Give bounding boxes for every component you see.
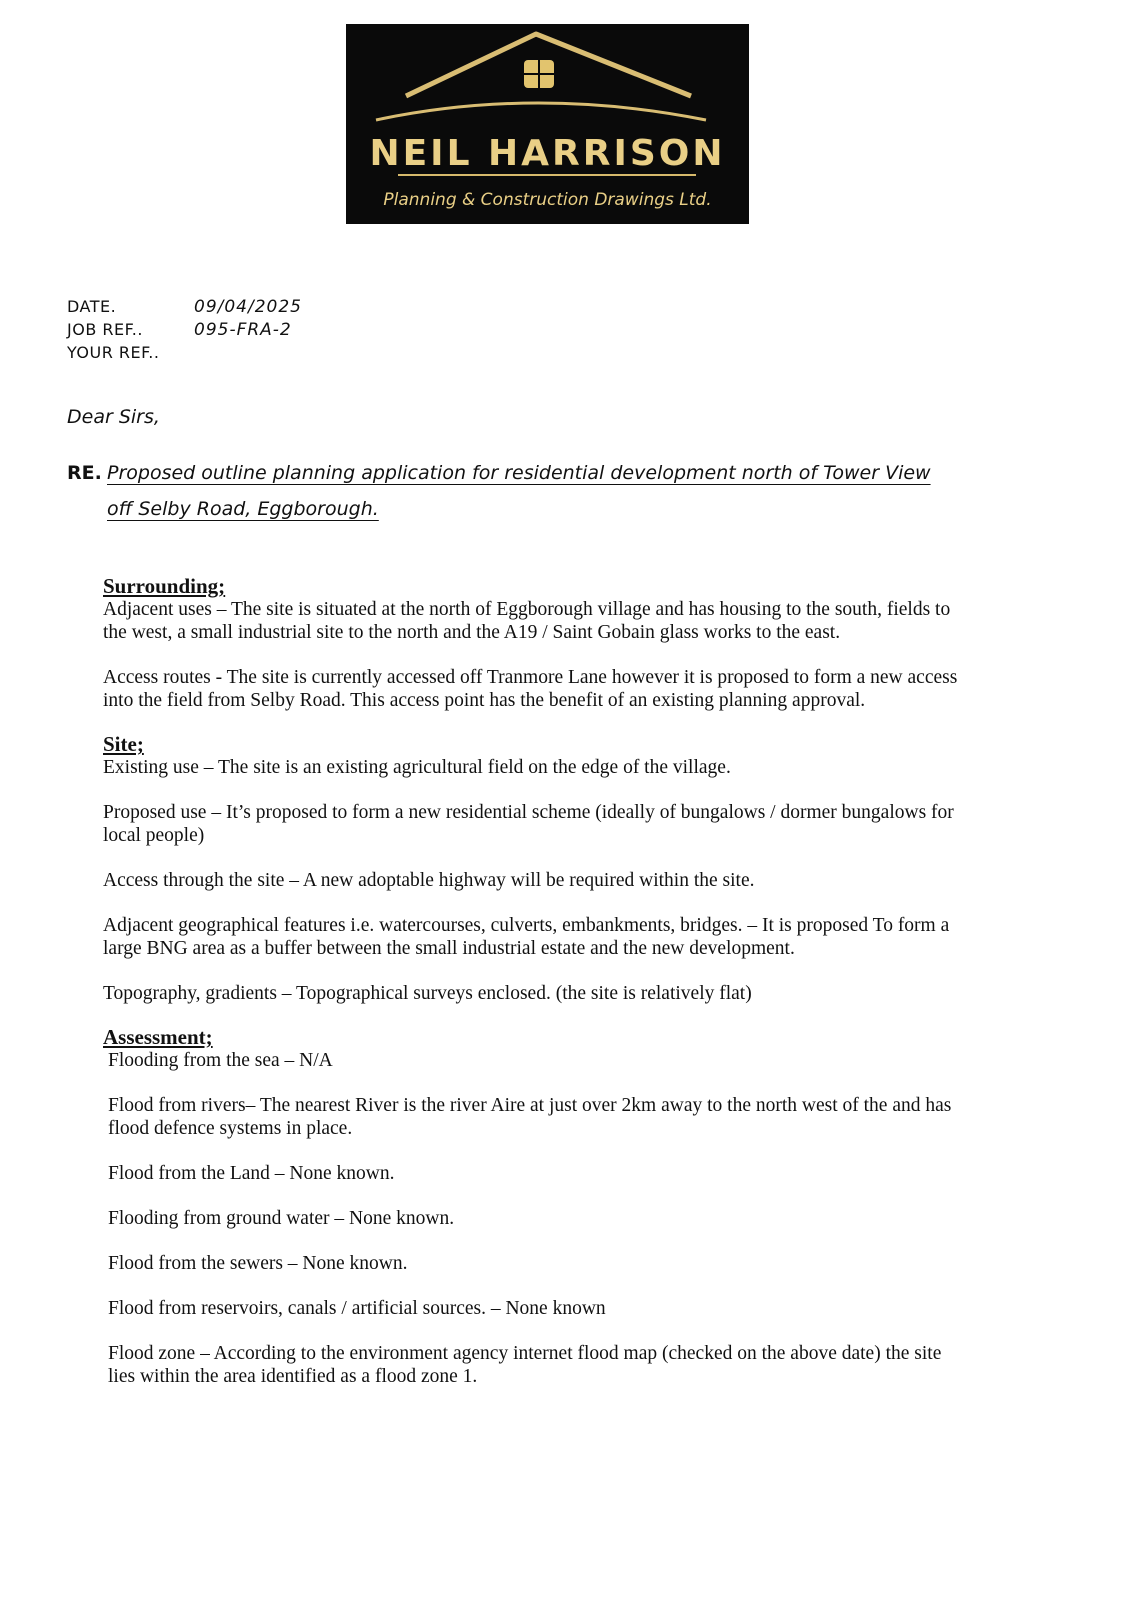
date-label: DATE.: [67, 297, 117, 316]
flood-land-paragraph: Flood from the Land – None known.: [108, 1163, 395, 1184]
site-heading: Site;: [103, 732, 144, 756]
date-row: [67, 295, 302, 318]
adjacent-uses-paragraph: Adjacent uses – The site is situated at the north of Eggborough village and has housing to the south, fields to the west, a small industrial site to the north and the A19 / Saint Gobain glass works to the east.: [103, 599, 951, 643]
existing-use-paragraph: Existing use – The site is an existing agricultural field on the edge of the village.: [103, 757, 731, 778]
your-ref-label: YOUR REF..: [67, 343, 160, 362]
geographical-features-paragraph: Adjacent geographical features i.e. watercourses, culverts, embankments, bridges. – It is proposed To form a large BNG area as a buffer between the small industrial estate and the new development.: [103, 915, 950, 959]
logo-tagline: Planning & Construction Drawings Ltd.: [383, 190, 712, 210]
subject-label: RE.: [67, 462, 102, 484]
topography-paragraph: Topography, gradients – Topographical surveys enclosed. (the site is relatively flat): [103, 983, 752, 1004]
logo-divider: [398, 174, 696, 176]
company-logo: [346, 24, 749, 224]
flood-rivers-paragraph: Flood from rivers– The nearest River is the river Aire at just over 2km away to the north west of the and has flood defence systems in place.: [108, 1095, 952, 1139]
access-through-site-paragraph: Access through the site – A new adoptable highway will be required within the site.: [103, 870, 755, 891]
flooding-ground-water-paragraph: Flooding from ground water – None known.: [108, 1208, 455, 1229]
job-ref-value: 095-FRA-2: [194, 319, 292, 340]
surrounding-heading: Surrounding;: [103, 574, 226, 598]
proposed-use-paragraph: Proposed use – It’s proposed to form a new residential scheme (ideally of bungalows / dormer bungalows for local people): [103, 802, 954, 846]
subject-line-2: off Selby Road, Eggborough.: [107, 498, 379, 520]
logo-company-name: NEIL HARRISON: [369, 133, 726, 174]
your-ref-row: [67, 341, 302, 364]
letter-body: [103, 575, 963, 1410]
date-value: 09/04/2025: [194, 296, 302, 317]
flooding-sea-paragraph: Flooding from the sea – N/A: [108, 1050, 333, 1071]
section-surrounding: [103, 575, 963, 712]
flood-sewers-paragraph: Flood from the sewers – None known.: [108, 1253, 408, 1274]
flood-zone-paragraph: Flood zone – According to the environment agency internet flood map (checked on the above date) the site lies within the area identified as a flood zone 1.: [108, 1343, 942, 1387]
reference-block: [67, 295, 302, 364]
salutation: Dear Sirs,: [67, 406, 160, 428]
flood-reservoirs-paragraph: Flood from reservoirs, canals / artificial sources. – None known: [108, 1298, 606, 1319]
subject-line-1: Proposed outline planning application for residential development north of Tower View: [107, 462, 931, 484]
job-ref-row: [67, 318, 302, 341]
section-assessment: [103, 1026, 963, 1388]
section-site: [103, 733, 963, 1005]
assessment-heading: Assessment;: [103, 1025, 213, 1049]
job-ref-label: JOB REF..: [67, 320, 143, 339]
access-routes-paragraph: Access routes - The site is currently accessed off Tranmore Lane however it is proposed to form a new access into the field from Selby Road. This access point has the benefit of an existing planning approval.: [103, 667, 958, 711]
